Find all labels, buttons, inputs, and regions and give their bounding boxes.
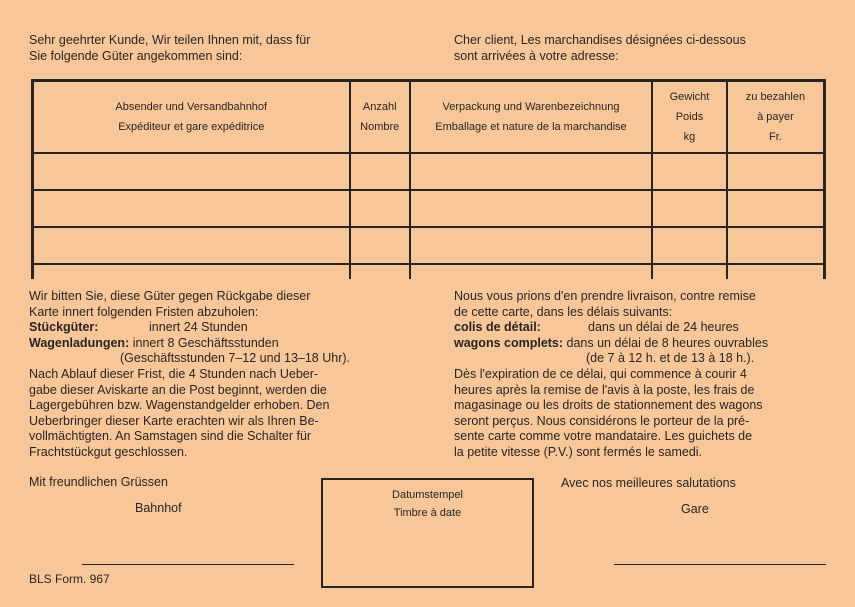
colis-line bbox=[454, 320, 768, 336]
cell-sender[interactable] bbox=[33, 153, 350, 190]
signature-line-french[interactable] bbox=[614, 564, 826, 565]
terms-de-line: Wir bitten Sie, diese Güter gegen Rückgabe dieser bbox=[29, 289, 311, 303]
table-row bbox=[33, 153, 825, 190]
colis-value: dans un délai de 24 heures bbox=[588, 320, 739, 335]
cell-amount[interactable] bbox=[727, 227, 825, 264]
terms-de-line: Lagergebühren bzw. Wagenstandgelder erhoben. Den bbox=[29, 398, 330, 413]
header-packaging: Verpackung und Warenbezeichnung Emballage et nature de la marchandise bbox=[410, 81, 652, 154]
terms-de-line: Frachtstückgut geschlossen. bbox=[29, 444, 188, 459]
terms-german bbox=[29, 289, 350, 461]
terms-french bbox=[454, 289, 768, 461]
wagen-note: (Geschäftsstunden 7–12 und 13–18 Uhr). bbox=[120, 351, 351, 366]
cell-weight[interactable] bbox=[652, 264, 727, 279]
cell-amount[interactable] bbox=[727, 264, 825, 279]
terms-de-line: Nach Ablauf dieser Frist, die 4 Stunden nach Ueber- bbox=[29, 366, 319, 381]
date-stamp-box bbox=[321, 478, 534, 588]
stueck-value: innert 24 Stunden bbox=[149, 320, 248, 335]
greeting-german: Mit freundlichen Grüssen bbox=[29, 475, 168, 489]
stamp-label-french: Timbre à date bbox=[393, 507, 462, 519]
form-number: BLS Form. 967 bbox=[29, 572, 110, 586]
stueck-label: Stückgüter: bbox=[29, 320, 99, 335]
cell-quantity[interactable] bbox=[350, 153, 410, 190]
wagen-label: Wagenladungen: bbox=[29, 335, 130, 350]
intro-de-line: Sie folgende Güter angekommen sind: bbox=[29, 48, 243, 63]
cell-packaging[interactable] bbox=[410, 227, 652, 264]
cell-weight[interactable] bbox=[652, 227, 727, 264]
intro-fr-line: Cher client, Les marchandises désignées ci-dessous bbox=[454, 33, 746, 47]
cell-amount[interactable] bbox=[727, 190, 825, 227]
cell-quantity[interactable] bbox=[350, 190, 410, 227]
wagons-note: (de 7 à 12 h. et de 13 à 18 h.). bbox=[586, 351, 755, 366]
intro-german bbox=[29, 33, 310, 64]
cell-packaging[interactable] bbox=[410, 153, 652, 190]
table-row bbox=[33, 190, 825, 227]
header-sender: Absender und Versandbahnhof Expéditeur et gare expéditrice bbox=[33, 81, 350, 154]
terms-de-line: gabe dieser Aviskarte an die Post beginnt, werden die bbox=[29, 382, 327, 397]
terms-fr-line: seront perçus. Nous considérons le porteur de la pré- bbox=[454, 413, 750, 428]
stueck-line bbox=[29, 320, 350, 336]
cell-weight[interactable] bbox=[652, 153, 727, 190]
header-amount-due: zu bezahlen à payer Fr. bbox=[727, 81, 825, 154]
terms-fr-line: sente carte comme votre mandataire. Les guichets de bbox=[454, 429, 753, 444]
table-header-row bbox=[33, 81, 825, 154]
header-weight: Gewicht Poids kg bbox=[652, 81, 727, 154]
terms-de-line: Karte innert folgenden Fristen abzuholen: bbox=[29, 304, 259, 319]
terms-de-line: Ueberbringer dieser Karte erachten wir als Ihren Be- bbox=[29, 413, 319, 428]
cell-quantity[interactable] bbox=[350, 227, 410, 264]
terms-fr-line: Dès l'expiration de ce délai, qui commence à courir 4 bbox=[454, 366, 747, 381]
goods-table bbox=[31, 79, 826, 279]
wagons-label: wagons complets: bbox=[454, 335, 564, 350]
intro-de-line: Sehr geehrter Kunde, Wir teilen Ihnen mit, dass für bbox=[29, 33, 311, 47]
cell-amount[interactable] bbox=[727, 153, 825, 190]
colis-label: colis de détail: bbox=[454, 320, 541, 335]
terms-de-line: vollmächtigten. An Samstagen sind die Schalter für bbox=[29, 429, 312, 444]
wagons-line bbox=[454, 336, 768, 352]
terms-fr-line: heures après la remise de l'avis à la poste, les frais de bbox=[454, 382, 755, 397]
station-label-french: Gare bbox=[681, 502, 709, 516]
intro-french bbox=[454, 33, 746, 64]
station-label-german: Bahnhof bbox=[135, 501, 182, 515]
wagons-value: dans un délai de 8 heures ouvrables bbox=[566, 335, 769, 350]
terms-fr-line: de cette carte, dans les délais suivants: bbox=[454, 304, 673, 319]
wagen-line bbox=[29, 336, 350, 352]
signature-line-german[interactable] bbox=[82, 564, 294, 565]
stamp-label-german: Datumstempel bbox=[392, 489, 463, 501]
cell-sender[interactable] bbox=[33, 190, 350, 227]
cell-sender[interactable] bbox=[33, 227, 350, 264]
wagen-value: innert 8 Geschäftsstunden bbox=[132, 335, 279, 350]
cell-packaging[interactable] bbox=[410, 264, 652, 279]
greeting-french: Avec nos meilleures salutations bbox=[561, 476, 736, 490]
table-row bbox=[33, 264, 825, 279]
terms-fr-line: magasinage ou les droits de stationnement des wagons bbox=[454, 398, 763, 413]
cell-quantity[interactable] bbox=[350, 264, 410, 279]
header-quantity: Anzahl Nombre bbox=[350, 81, 410, 154]
cell-packaging[interactable] bbox=[410, 190, 652, 227]
cell-sender[interactable] bbox=[33, 264, 350, 279]
cell-weight[interactable] bbox=[652, 190, 727, 227]
terms-fr-line: la petite vitesse (P.V.) sont fermés le samedi. bbox=[454, 444, 703, 459]
terms-fr-line: Nous vous prions d'en prendre livraison, contre remise bbox=[454, 289, 756, 303]
intro-fr-line: sont arrivées à votre adresse: bbox=[454, 48, 619, 63]
table-row bbox=[33, 227, 825, 264]
